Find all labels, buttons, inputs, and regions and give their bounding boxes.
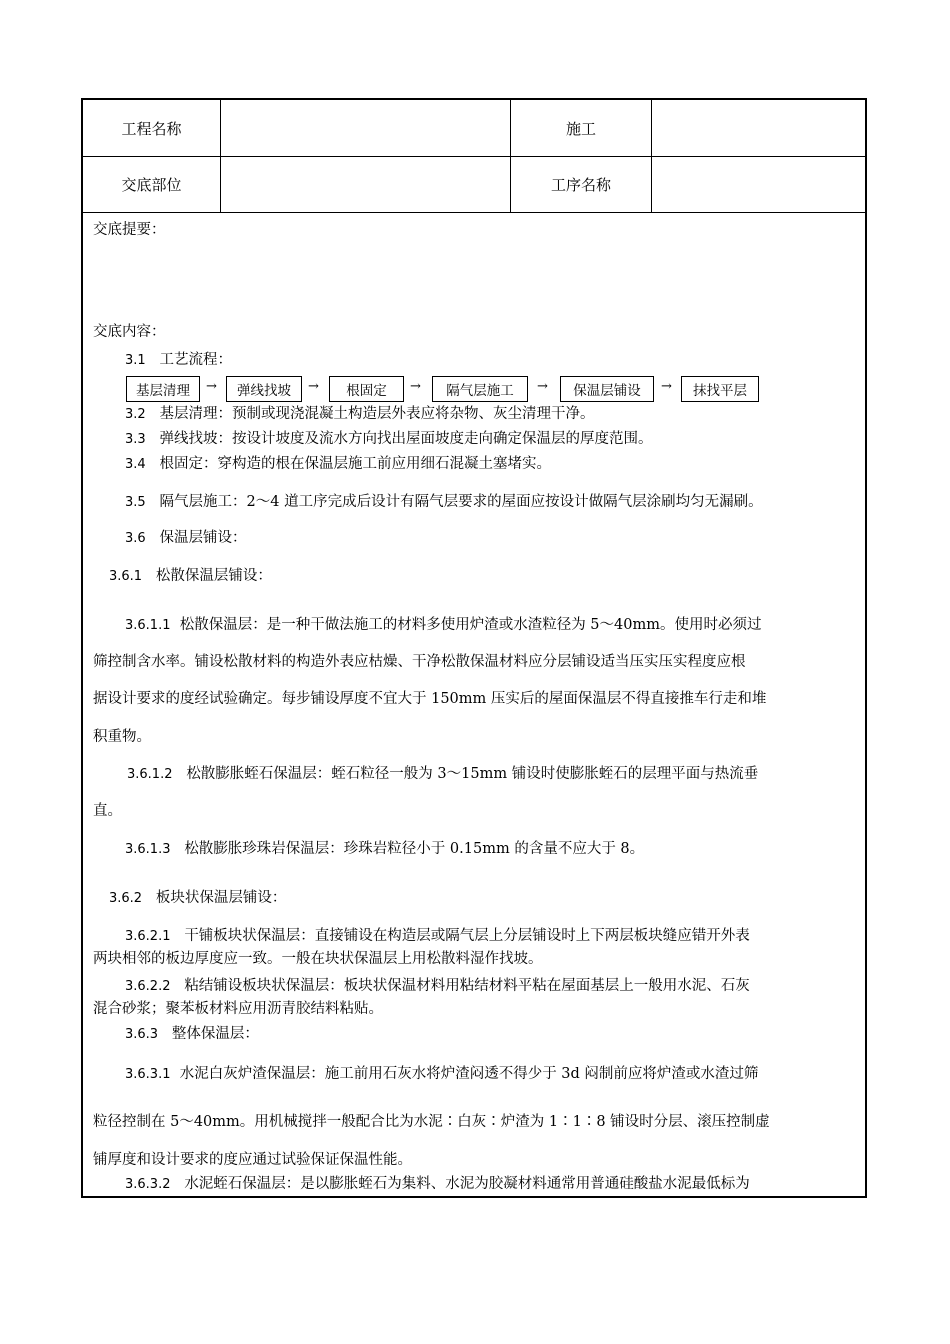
para-3-6-1-1: 3.6.1.1 松散保温层：是一种干做法施工的材料多使用炉渣或水渣粒径为 5～40mm。使用时必须过 <box>125 617 762 633</box>
flow-title-text: 工艺流程： <box>159 352 233 368</box>
content-label: 交底内容： <box>93 324 166 340</box>
flow-step-3: 根固定 <box>329 376 404 402</box>
flow-arrow-1: → <box>206 379 217 394</box>
para-3-2: 3.2 基层清理：预制或现浇混凝土构造层外表应将杂物、灰尘清理干净。 <box>125 406 595 422</box>
para-3-6-1-2-line2: 直。 <box>93 803 122 819</box>
para-3-6-1-1-line2: 筛控制含水率。铺设松散材料的构造外表应枯燥、干净松散保温材料应分层铺设适当压实压实程度应根 <box>93 654 746 670</box>
location-label: 交底部位 <box>121 175 182 194</box>
flow-step-2: 弹线找坡 <box>226 376 302 402</box>
para-3-6: 3.6 保温层铺设： <box>125 530 247 546</box>
process-name-label: 工序名称 <box>550 175 611 194</box>
summary-label: 交底提要： <box>93 222 166 238</box>
para-3-6-2-2-line2: 混合砂浆；聚苯板材料应用沥青胶结料粘贴。 <box>93 1001 383 1017</box>
para-3-6-2: 3.6.2 板块状保温层铺设： <box>109 890 287 906</box>
header-row-2 <box>83 156 865 213</box>
para-3-6-2-1: 3.6.2.1 干铺板块状保温层：直接铺设在构造层或隔气层上分层铺设时上下两层板块缝应错开外表 <box>125 928 750 944</box>
project-name-value <box>221 100 510 156</box>
flow-step-1: 基层清理 <box>126 376 200 402</box>
para-3-6-2-2: 3.6.2.2 粘结铺设板块状保温层：板块状保温材料用粘结材料平粘在屋面基层上一般用水泥、石灰 <box>125 978 750 994</box>
para-3-6-2-1-line2: 两块相邻的板边厚度应一致。一般在块状保温层上用松散料湿作找坡。 <box>93 951 543 967</box>
project-name-label: 工程名称 <box>121 119 182 138</box>
disclosure-sheet <box>81 98 867 1198</box>
para-3-6-1-2: 3.6.1.2 松散膨胀蛭石保温层：蛭石粒径一般为 3～15mm 铺设时使膨胀蛭石的层理平面与热流垂 <box>127 766 759 782</box>
flow-title-number: 3.1 <box>125 353 146 368</box>
construction-value <box>652 100 867 156</box>
flow-arrow-3: → <box>410 379 421 394</box>
flow-arrow-4: → <box>537 379 548 394</box>
flow-step-4: 隔气层施工 <box>432 376 528 402</box>
location-value <box>221 156 510 212</box>
para-3-6-3-1-line2: 粒径控制在 5～40mm。用机械搅拌一般配合比为水泥∶白灰∶炉渣为 1∶1∶8 铺设时分层、滚压控制虚 <box>93 1114 770 1130</box>
para-3-6-3-1-line3: 铺厚度和设计要求的度应通过试验保证保温性能。 <box>93 1152 412 1168</box>
flow-arrow-5: → <box>661 379 672 394</box>
para-3-3: 3.3 弹线找坡：按设计坡度及流水方向找出屋面坡度走向确定保温层的厚度范围。 <box>125 431 653 447</box>
para-3-6-1-1-line4: 积重物。 <box>93 729 151 745</box>
flow-arrow-2: → <box>308 379 319 394</box>
flow-step-6: 抹找平层 <box>681 376 759 402</box>
process-name-value <box>652 156 867 212</box>
flow-title <box>125 350 232 371</box>
para-3-6-3: 3.6.3 整体保温层： <box>125 1026 259 1042</box>
para-3-6-1: 3.6.1 松散保温层铺设： <box>109 568 272 584</box>
para-3-5: 3.5 隔气层施工：2～4 道工序完成后设计有隔气层要求的屋面应按设计做隔气层涂刷均匀无漏刷。 <box>125 494 763 510</box>
flow-step-5: 保温层铺设 <box>560 376 654 402</box>
header-row-1 <box>83 100 865 157</box>
para-3-4: 3.4 根固定：穿构造的根在保温层施工前应用细石混凝土塞堵实。 <box>125 456 552 472</box>
para-3-6-3-1: 3.6.3.1 水泥白灰炉渣保温层：施工前用石灰水将炉渣闷透不得少于 3d 闷制前应将炉渣或水渣过筛 <box>125 1066 759 1082</box>
para-3-6-1-1-line3: 据设计要求的度经试验确定。每步铺设厚度不宜大于 150mm 压实后的屋面保温层不得直接推车行走和堆 <box>93 691 767 707</box>
construction-label: 施工 <box>565 119 596 138</box>
para-3-6-1-3: 3.6.1.3 松散膨胀珍珠岩保温层：珍珠岩粒径小于 0.15mm 的含量不应大于 8。 <box>125 841 645 857</box>
para-3-6-3-2: 3.6.3.2 水泥蛭石保温层：是以膨胀蛭石为集料、水泥为胶凝材料通常用普通硅酸盐水泥最低标为 <box>125 1176 750 1192</box>
